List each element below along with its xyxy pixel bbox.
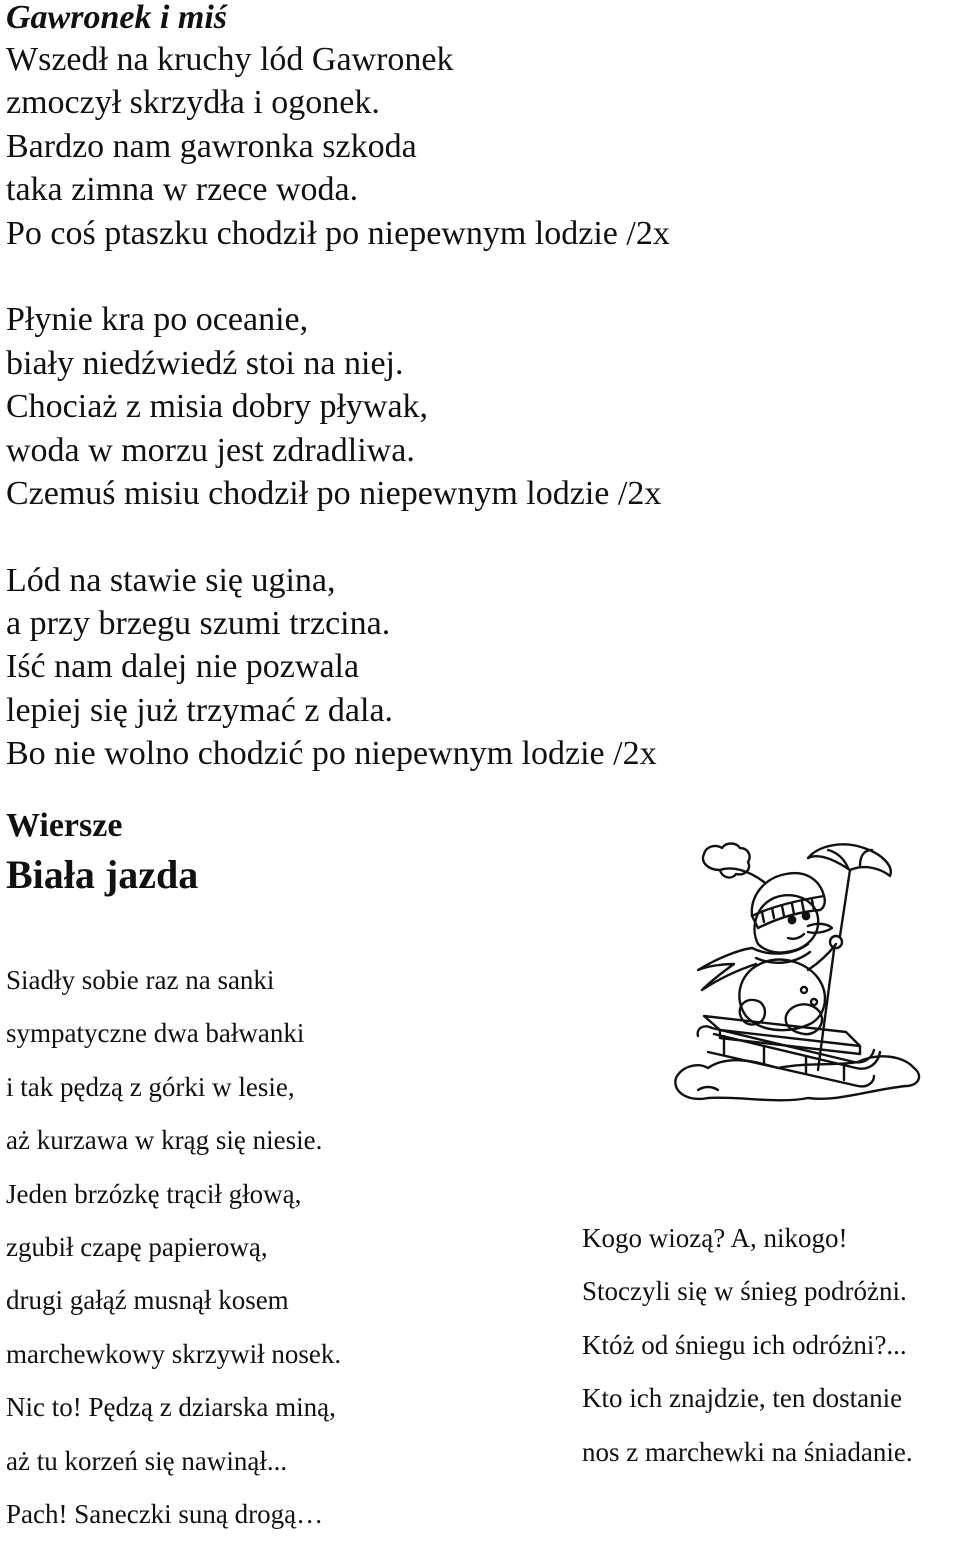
song-line: Płynie kra po oceanie, — [6, 301, 309, 339]
poem-right-column — [582, 1212, 913, 1479]
song-line: Bo nie wolno chodzić po niepewnym lodzie /2x — [6, 735, 657, 773]
snowman-on-sled-icon — [668, 840, 933, 1130]
stanza-gap — [6, 255, 670, 298]
poem-line: Kogo wiozą? A, nikogo! — [582, 1223, 848, 1253]
poem-line: aż kurzawa w krąg się niesie. — [6, 1125, 323, 1156]
poem-line: Pach! Saneczki suną drogą… — [6, 1498, 324, 1529]
song-line: lepiej się już trzymać z dala. — [6, 691, 394, 729]
stanza-gap — [6, 515, 670, 558]
song-line: Wszedł na kruchy lód Gawronek — [6, 41, 454, 78]
song-title: Gawronek i miś — [6, 0, 228, 36]
song-lyrics — [6, 38, 670, 776]
poem-line: sympatyczne dwa bałwanki — [6, 1018, 305, 1049]
song-line: Po coś ptaszku chodził po niepewnym lodzie /2x — [6, 214, 670, 252]
poem-line: Któż od śniegu ich odróżni?... — [582, 1329, 907, 1360]
song-line: woda w morzu jest zdradliwa. — [6, 431, 415, 469]
song-line: Chociaż z misia dobry pływak, — [6, 388, 429, 426]
poem-line: i tak pędzą z górki w lesie, — [6, 1071, 295, 1102]
poem-line: Jeden brzózkę trącił głową, — [6, 1178, 302, 1209]
song-line: Bardzo nam gawronka szkoda — [6, 127, 417, 165]
poem-line: aż tu korzeń się nawinął... — [6, 1445, 288, 1476]
song-line: taka zimna w rzece woda. — [6, 171, 359, 209]
poem-line: zgubił czapę papierową, — [6, 1231, 268, 1262]
song-line: Czemuś misiu chodził po niepewnym lodzie /2x — [6, 474, 662, 512]
poem-line: Kto ich znajdzie, ten dostanie — [582, 1383, 903, 1414]
poem-left-column — [6, 954, 341, 1541]
poem-line: Stoczyli się w śnieg podróżni. — [582, 1276, 907, 1307]
song-line: Lód na stawie się ugina, — [6, 561, 336, 599]
poem-line: Siadły sobie raz na sanki — [6, 965, 275, 995]
song-line: biały niedźwiedź stoi na niej. — [6, 344, 404, 382]
poem-title: Biała jazda — [6, 852, 199, 897]
poem-line: marchewkowy skrzywił nosek. — [6, 1338, 342, 1369]
poem-line: Nic to! Pędzą z dziarska miną, — [6, 1392, 336, 1423]
song-line: zmoczył skrzydła i ogonek. — [6, 84, 380, 122]
section-label: Wiersze — [6, 807, 123, 844]
song-line: Iść nam dalej nie pozwala — [6, 648, 360, 686]
poem-line: nos z marchewki na śniadanie. — [582, 1436, 913, 1467]
poem-line: drugi gałąź musnął kosem — [6, 1285, 289, 1316]
song-line: a przy brzegu szumi trzcina. — [6, 605, 391, 643]
